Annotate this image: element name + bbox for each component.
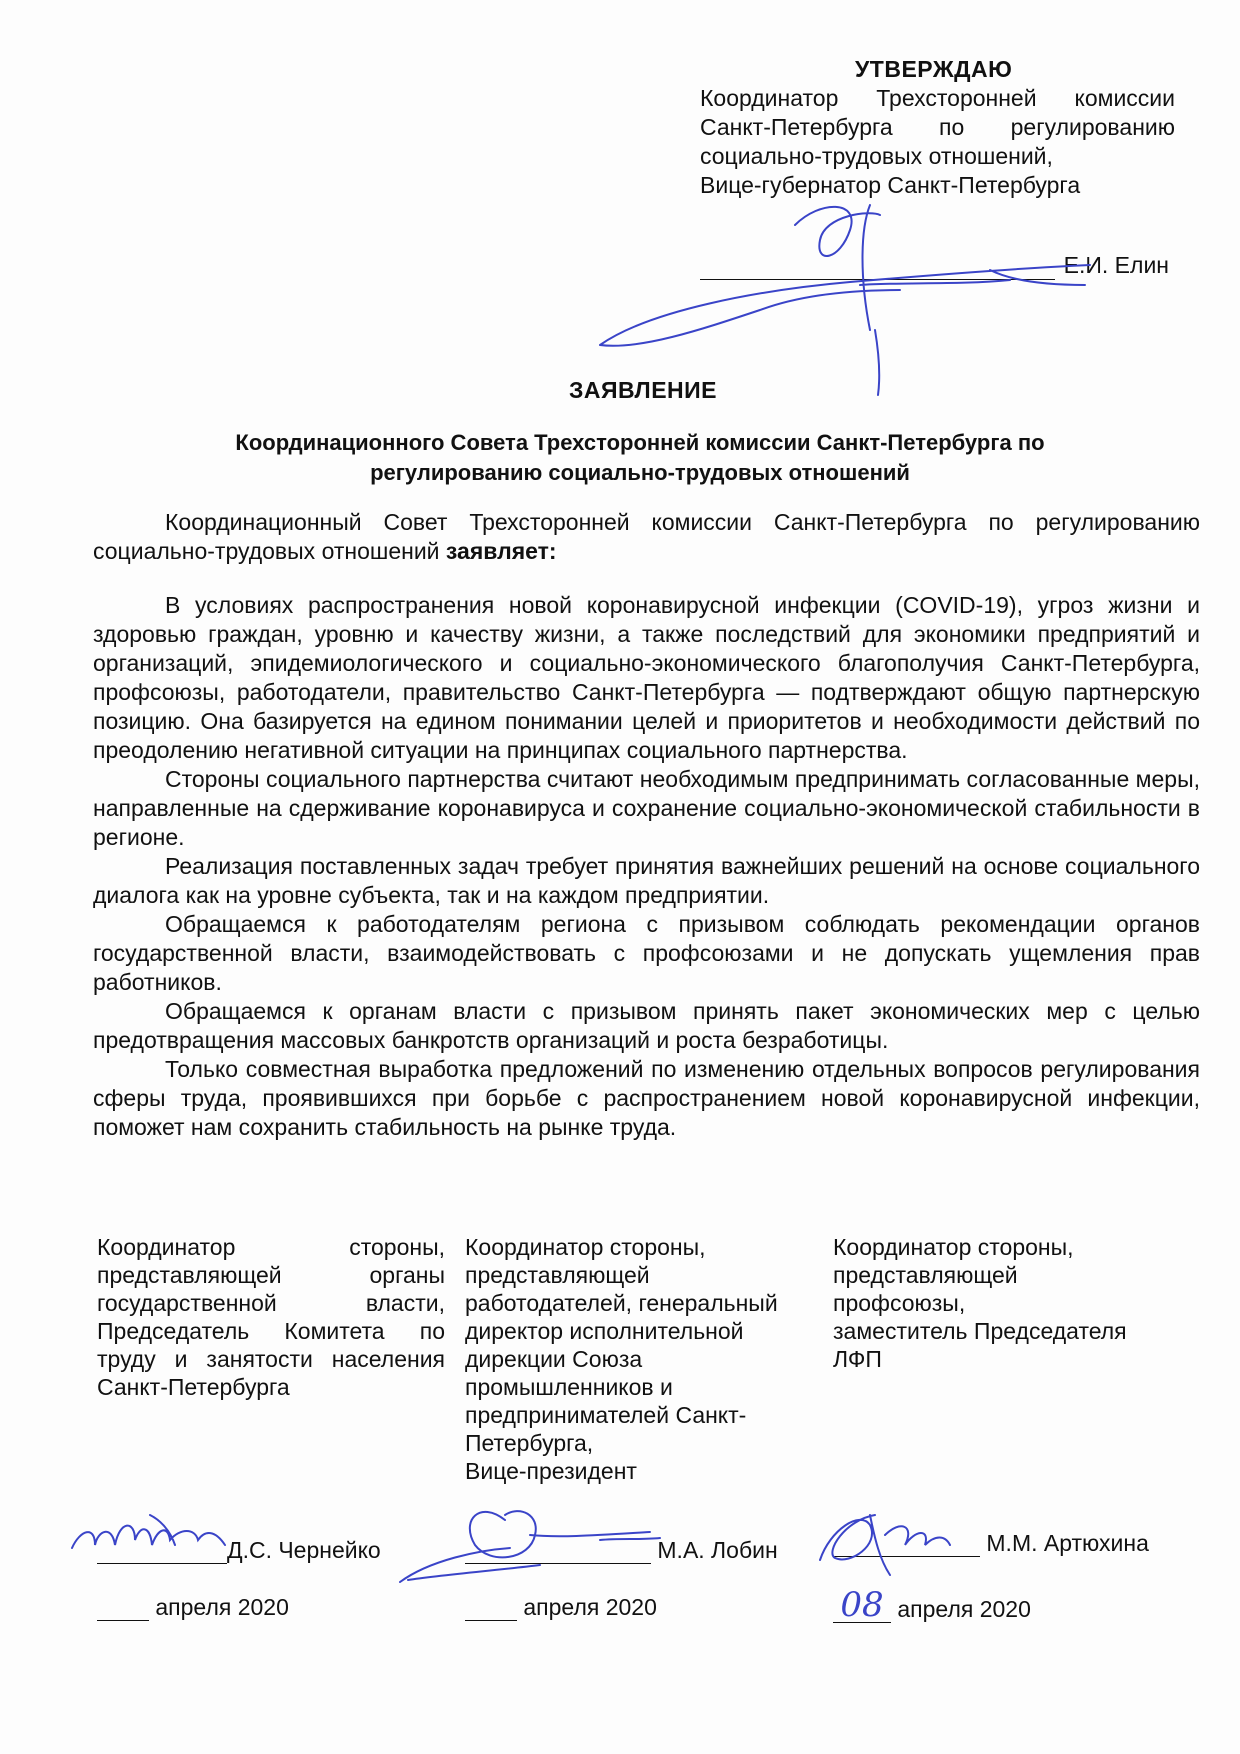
signatory-role-unions bbox=[833, 1233, 1163, 1373]
date-line-employers bbox=[465, 1594, 657, 1621]
signature-underline bbox=[97, 1539, 227, 1564]
signatory-name: М.М. Артюхина bbox=[986, 1530, 1149, 1556]
body-paragraph: Реализация поставленных задач требует принятия важнейших решений на основе социального диалога как на уровне субъекта, так и на каждом предприятии. bbox=[93, 853, 1200, 908]
intro-text: Координационный Совет Трехсторонней комиссии Санкт-Петербурга по регулированию социально-трудовых отношений bbox=[93, 509, 1200, 564]
signature-line-government bbox=[97, 1537, 381, 1564]
role-line: предпринимателей Санкт- bbox=[465, 1402, 747, 1428]
role-line: Вице-президент bbox=[465, 1458, 637, 1484]
signatory-name: М.А. Лобин bbox=[657, 1537, 778, 1563]
document-title: ЗАЯВЛЕНИЕ bbox=[568, 377, 718, 403]
date-day-blank bbox=[97, 1596, 149, 1621]
subtitle-line: Координационного Совета Трехсторонней комиссии Санкт-Петербурга по bbox=[235, 430, 1045, 455]
role-line: работодателей, генеральный bbox=[465, 1290, 778, 1316]
date-line-unions bbox=[833, 1585, 1031, 1625]
role-line: ЛФП bbox=[833, 1346, 882, 1372]
date-text: апреля 2020 bbox=[523, 1594, 657, 1620]
handwritten-day: 08 bbox=[840, 1585, 884, 1625]
signatory-role-government: Координатор стороны, представляющей органы государственной власти, Председатель Комитета по труду и занятости населения Санкт-Петербурга bbox=[97, 1234, 445, 1400]
body-paragraph: Стороны социального партнерства считают необходимым предпринимать согласованные меры, направленные на сдерживание коронавируса и сохранение социально-экономической стабильности в регионе. bbox=[93, 766, 1200, 850]
approval-signature-row bbox=[700, 250, 1175, 290]
role-line: директор исполнительной bbox=[465, 1318, 744, 1344]
intro-bold: заявляет: bbox=[445, 538, 557, 564]
intro-paragraph bbox=[93, 508, 1200, 566]
role-line: Координатор стороны, bbox=[465, 1234, 706, 1260]
role-line: заместитель Председателя bbox=[833, 1318, 1127, 1344]
subtitle-line: регулированию социально-трудовых отношений bbox=[370, 460, 910, 485]
signatory-role-employers bbox=[465, 1233, 820, 1485]
signature-line-unions bbox=[833, 1530, 1149, 1557]
body-paragraph: Обращаемся к работодателям региона с призывом соблюдать рекомендации органов государственной власти, взаимодействовать с профсоюзами и не допускать ущемления прав работников. bbox=[93, 911, 1200, 995]
approval-block bbox=[700, 55, 1175, 200]
approval-line: социально-трудовых отношений, bbox=[700, 143, 1053, 169]
intro-text-wrap bbox=[93, 508, 1200, 566]
approval-line: Санкт-Петербурга по регулированию bbox=[700, 114, 1175, 140]
body-paragraph: Только совместная выработка предложений по изменению отдельных вопросов регулирования сферы труда, проявившихся при борьбе с распространением новой коронавирусной инфекции, поможет нам сохранить стабильность на рынке труда. bbox=[93, 1056, 1200, 1140]
statement-body bbox=[93, 591, 1200, 1142]
role-line: промышленников и bbox=[465, 1374, 673, 1400]
body-paragraph: Обращаемся к органам власти с призывом принять пакет экономических мер с целью предотвращения массовых банкротств организаций и роста безработицы. bbox=[93, 998, 1200, 1053]
role-line: представляющей bbox=[465, 1262, 650, 1288]
date-line-government bbox=[97, 1594, 289, 1621]
date-day-blank bbox=[833, 1585, 891, 1625]
signature-underline bbox=[465, 1539, 651, 1564]
signatory-name: Д.С. Чернейко bbox=[227, 1537, 381, 1563]
signature-underline bbox=[700, 279, 1055, 280]
role-line: Петербурга, bbox=[465, 1430, 594, 1456]
role-line: дирекции Союза bbox=[465, 1346, 643, 1372]
date-day-blank bbox=[465, 1596, 517, 1621]
signature-underline bbox=[833, 1532, 980, 1557]
body-paragraph: В условиях распространения новой коронавирусной инфекции (COVID-19), угроз жизни и здоровью граждан, уровню и качеству жизни, а также последствий для экономики предприятий и организаций, эпидемиологического и социально-экономического благополучия Санкт-Петербурга, профсоюзы, работодатели, правительство Санкт-Петербурга — подтверждают общую партнерскую позицию. Она базируется на едином понимании целей и приоритетов и необходимости действий по преодолению негативной ситуации на принципах социального партнерства. bbox=[93, 592, 1200, 763]
document-subtitle bbox=[130, 428, 1150, 488]
signature-line-employers bbox=[465, 1537, 778, 1564]
approval-line: Координатор Трехсторонней комиссии bbox=[700, 85, 1175, 111]
role-line: представляющей bbox=[833, 1262, 1018, 1288]
role-line: Координатор стороны, bbox=[833, 1234, 1074, 1260]
approval-title: УТВЕРЖДАЮ bbox=[855, 56, 1013, 82]
approver-name: Е.И. Елин bbox=[1063, 252, 1169, 278]
date-text: апреля 2020 bbox=[155, 1594, 289, 1620]
date-text: апреля 2020 bbox=[897, 1596, 1031, 1622]
approval-line: Вице-губернатор Санкт-Петербурга bbox=[700, 172, 1081, 198]
role-line: профсоюзы, bbox=[833, 1290, 966, 1316]
signature-elin bbox=[600, 205, 1090, 395]
